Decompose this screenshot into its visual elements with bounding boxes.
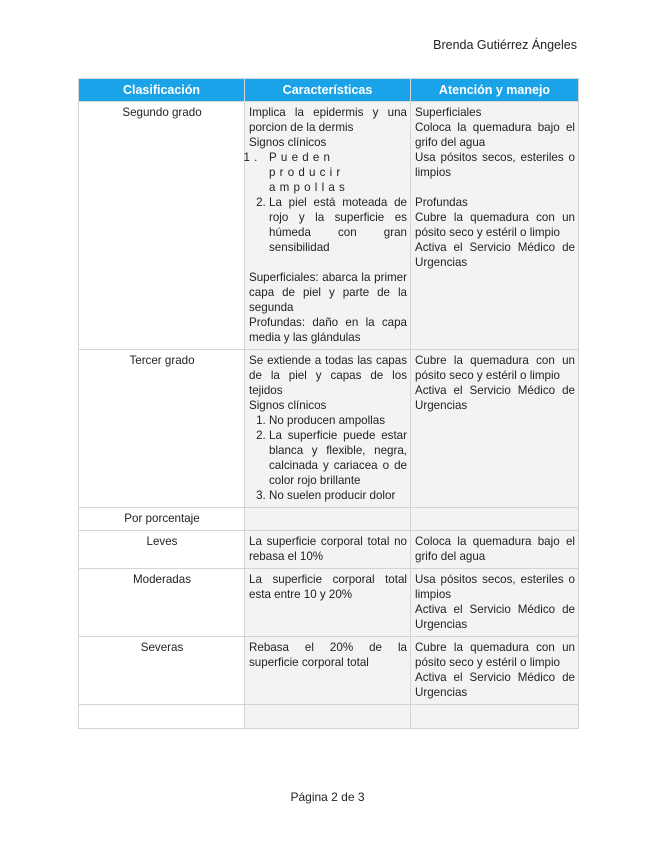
empty-cell: [411, 705, 579, 729]
char-text: Rebasa el 20% de la superficie corporal total: [249, 641, 407, 669]
caracteristicas-tercer-grado: [245, 350, 411, 508]
empty-cell: [245, 508, 411, 531]
table-row-leves: [79, 531, 579, 569]
char-profundas: Profundas: daño en la capa media y las glándulas: [249, 316, 407, 344]
signs-title: Signos clínicos: [249, 399, 327, 412]
care-text: Usa pósitos secos, esteriles o limpios: [415, 151, 575, 179]
atencion-segundo-grado: [411, 102, 579, 350]
char-text: La superficie corporal total no rebasa el 10%: [249, 535, 407, 563]
row-label-moderadas: Moderadas: [79, 569, 245, 637]
caracteristicas-leves: [245, 531, 411, 569]
signs-list: [249, 413, 407, 503]
list-item: 3. No suelen producir dolor: [269, 488, 407, 503]
row-label-tercer-grado: Tercer grado: [79, 350, 245, 508]
burns-classification-table: [78, 78, 579, 729]
signs-list: [249, 150, 407, 255]
atencion-severas: [411, 637, 579, 705]
header-author: Brenda Gutiérrez Ángeles: [433, 38, 577, 52]
care-text: Cubre la quemadura con un pósito seco y estéril o limpio: [415, 641, 575, 669]
caracteristicas-severas: [245, 637, 411, 705]
care-superficiales-title: Superficiales: [415, 106, 482, 119]
care-text: Activa el Servicio Médico de Urgencias: [415, 603, 575, 631]
table-row-tercer-grado: [79, 350, 579, 508]
care-text: Cubre la quemadura con un pósito seco y estéril o limpio: [415, 211, 575, 239]
caracteristicas-segundo-grado: [245, 102, 411, 350]
header-atencion: Atención y manejo: [411, 79, 579, 102]
char-text: La superficie corporal total esta entre 10 y 20%: [249, 573, 407, 601]
care-text: Activa el Servicio Médico de Urgencias: [415, 671, 575, 699]
table-row-empty: [79, 705, 579, 729]
char-intro: Implica la epidermis y una porcion de la dermis: [249, 106, 407, 134]
page-number: Página 2 de 3: [290, 790, 365, 804]
row-label-por-porcentaje: Por porcentaje: [79, 508, 245, 531]
signs-title: Signos clínicos: [249, 136, 327, 149]
care-text: Activa el Servicio Médico de Urgencias: [415, 241, 575, 269]
care-text: Coloca la quemadura bajo el grifo del agua: [415, 535, 575, 563]
char-superficiales: Superficiales: abarca la primer capa de piel y parte de la segunda: [249, 271, 407, 314]
header-caracteristicas: Características: [245, 79, 411, 102]
care-text: Activa el Servicio Médico de Urgencias: [415, 384, 575, 412]
care-profundas-title: Profundas: [415, 196, 468, 209]
table-header-row: [79, 79, 579, 102]
empty-cell: [245, 705, 411, 729]
atencion-tercer-grado: [411, 350, 579, 508]
table-row-por-porcentaje: [79, 508, 579, 531]
header-clasificacion: Clasificación: [79, 79, 245, 102]
list-item: 2. La superficie puede estar blanca y flexible, negra, calcinada y cariacea o de color rojo brillante: [269, 428, 407, 488]
care-text: Cubre la quemadura con un pósito seco y estéril o limpio: [415, 354, 575, 382]
empty-cell: [79, 705, 245, 729]
row-label-segundo-grado: Segundo grado: [79, 102, 245, 350]
atencion-leves: [411, 531, 579, 569]
table-row-severas: [79, 637, 579, 705]
caracteristicas-moderadas: [245, 569, 411, 637]
list-item: 1. Pueden producir ampollas: [269, 150, 407, 195]
care-text: Usa pósitos secos, esteriles o limpios: [415, 573, 575, 601]
empty-cell: [411, 508, 579, 531]
list-item: 1. No producen ampollas: [269, 413, 407, 428]
list-item: 2. La piel está moteada de rojo y la superficie es húmeda con gran sensibilidad: [269, 195, 407, 255]
table-row-segundo-grado: [79, 102, 579, 350]
row-label-severas: Severas: [79, 637, 245, 705]
table-row-moderadas: [79, 569, 579, 637]
atencion-moderadas: [411, 569, 579, 637]
row-label-leves: Leves: [79, 531, 245, 569]
char-intro: Se extiende a todas las capas de la piel y capas de los tejidos: [249, 354, 407, 397]
care-text: Coloca la quemadura bajo el grifo del agua: [415, 121, 575, 149]
